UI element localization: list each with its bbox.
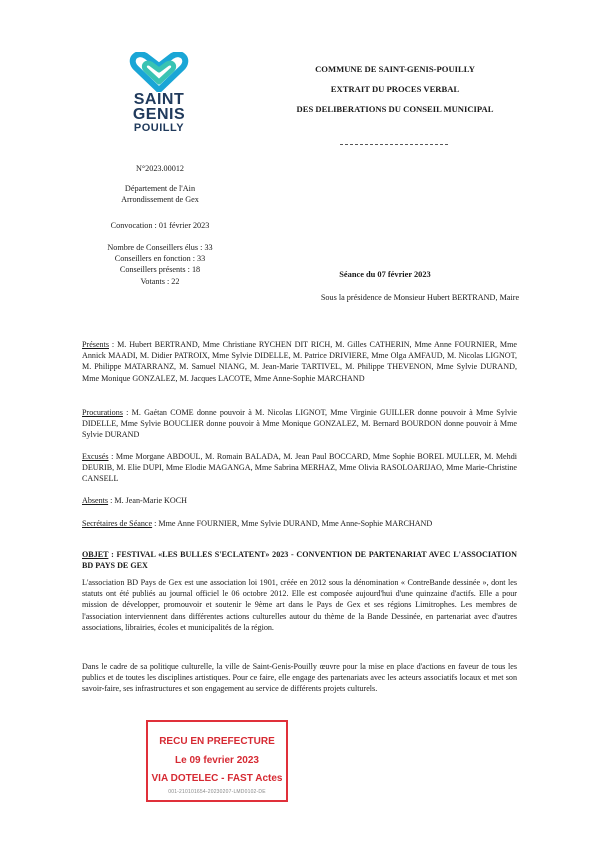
header-extrait: EXTRAIT DU PROCES VERBAL xyxy=(330,84,460,94)
document-header xyxy=(270,64,520,124)
absents-text: : M. Jean-Marie KOCH xyxy=(108,496,187,505)
stamp-line-4: 001-210101654-20230207-LMD0102-DE xyxy=(168,789,266,795)
procurations-paragraph xyxy=(82,407,517,441)
secretaires-label: Secrétaires de Séance xyxy=(82,519,153,528)
deliberation-number: N°2023.00012 xyxy=(135,164,185,173)
conseillers-fonction: Conseillers en fonction : 33 xyxy=(114,254,206,263)
heart-logo-icon xyxy=(118,52,200,92)
presidence: Sous la présidence de Monsieur Hubert BERTRAND, Maire xyxy=(320,293,520,302)
objet-text: : FESTIVAL «LES BULLES S'ECLATENT» 2023 - CONVENTION DE PARTENARIAT AVEC L'ASSOCIATION BD PAYS DE GEX xyxy=(82,550,517,570)
stamp-line-2: Le 09 fevrier 2023 xyxy=(175,755,259,766)
stamp-line-1: RECU EN PREFECTURE xyxy=(159,736,275,747)
excuses-paragraph xyxy=(82,451,517,485)
conseillers-elus: Nombre de Conseillers élus : 33 xyxy=(107,243,213,252)
procurations-label: Procurations xyxy=(82,408,123,417)
header-separator xyxy=(340,144,448,145)
excuses-text: : Mme Morgane ABDOUL, M. Romain BALADA, M. Jean Paul BOCCARD, Mme Sophie BOREL MULLER, M. Mehdi DEURIB, M. Elie DUPI, Mme Elodie MAGANGA, Mme Sabrina MERHAZ, Mme Olivia RASOLOARIJAO, Mme Marie-Christine CANSELL xyxy=(82,452,517,484)
commune-logo xyxy=(118,52,200,142)
body-paragraph-1: L'association BD Pays de Gex est une association loi 1901, créée en 2012 sous la dénomination « ContreBande dessinée », dont les statuts ont été publiés au journal officiel le 06 octobre 2012. Elle est composée aujourd'hui d'une quinzaine d'actifs. Elle a pour mission de développer, promouvoir et soutenir le 9ème art dans le Pays de Gex et ses régions Limitrophes. Les membres de l'association interviennent dans différentes actions culturelles autour du thème de la Bande Dessinée, en partenariat avec d'autres associations, librairies, écoles et municipalités de la région. xyxy=(82,578,517,632)
absents-paragraph xyxy=(82,495,517,506)
secretaires-paragraph xyxy=(82,518,517,529)
seance-title: Séance du 07 février 2023 xyxy=(339,270,431,279)
objet-heading xyxy=(82,550,517,571)
procurations-text: : M. Gaétan COME donne pouvoir à M. Nicolas LIGNOT, Mme Virginie GUILLER donne pouvoir à Mme Sylvie DIDELLE, Mme Sylvie BOUCLIER donne pouvoir à Mme Monique GONZALEZ, M. Bernard BOURDON donne pouvoir à Mme Sylvie DURAND xyxy=(82,408,517,440)
presents-text: : M. Hubert BERTRAND, Mme Christiane RYCHEN DIT RICH, M. Gilles CATHERIN, Mme Anne FOURNIER, Mme Annick MAADI, M. Didier PATROIX, Mme Sylvie DIDELLE, M. Patrice DRIVIERE, Mme Olga AMFAUD, M. Nicolas LIGNOT, M. Philippe MATARRANZ, M. Samuel NIANG, M. Jean-Marie TARTIVEL, M. Philippe THEVENON, Mme Sylvie DURAND, Mme Monique GONZALEZ, M. Jacques LACOTE, Mme Anne-Sophie MARCHAND xyxy=(82,340,517,383)
prefecture-stamp xyxy=(146,720,288,802)
secretaires-text: : Mme Anne FOURNIER, Mme Sylvie DURAND, Mme Anne-Sophie MARCHAND xyxy=(152,519,433,528)
presents-label: Présents xyxy=(82,340,109,349)
presents-paragraph xyxy=(82,339,517,384)
logo-line-2: GENIS xyxy=(132,106,186,123)
convocation-date: Convocation : 01 février 2023 xyxy=(110,221,210,230)
logo-line-3: POUILLY xyxy=(133,122,185,134)
header-commune: COMMUNE DE SAINT-GENIS-POUILLY xyxy=(315,64,475,74)
departement: Département de l'Ain xyxy=(124,184,196,193)
header-deliberations: DES DELIBERATIONS DU CONSEIL MUNICIPAL xyxy=(296,104,494,114)
objet-label: OBJET xyxy=(82,550,109,559)
body-paragraph-2: Dans le cadre de sa politique culturelle, la ville de Saint-Genis-Pouilly œuvre pour la mise en place d'actions en faveur de tous les publics et de toutes les disciplines artistiques. Pour ce faire, elle engage des partenariats avec les acteurs associatifs locaux et met son savoir-faire, ses infrastructures et son engagement au service de différents projets culturels. xyxy=(82,662,517,694)
absents-label: Absents xyxy=(82,496,109,505)
logo-wordmark xyxy=(118,92,200,134)
stamp-line-3: VIA DOTELEC - FAST Actes xyxy=(151,773,283,784)
logo-line-1: SAINT xyxy=(133,91,185,108)
conseillers-presents: Conseillers présents : 18 xyxy=(119,265,201,274)
votants: Votants : 22 xyxy=(140,277,180,286)
arrondissement: Arrondissement de Gex xyxy=(121,195,199,204)
excuses-label: Excusés xyxy=(82,452,109,461)
